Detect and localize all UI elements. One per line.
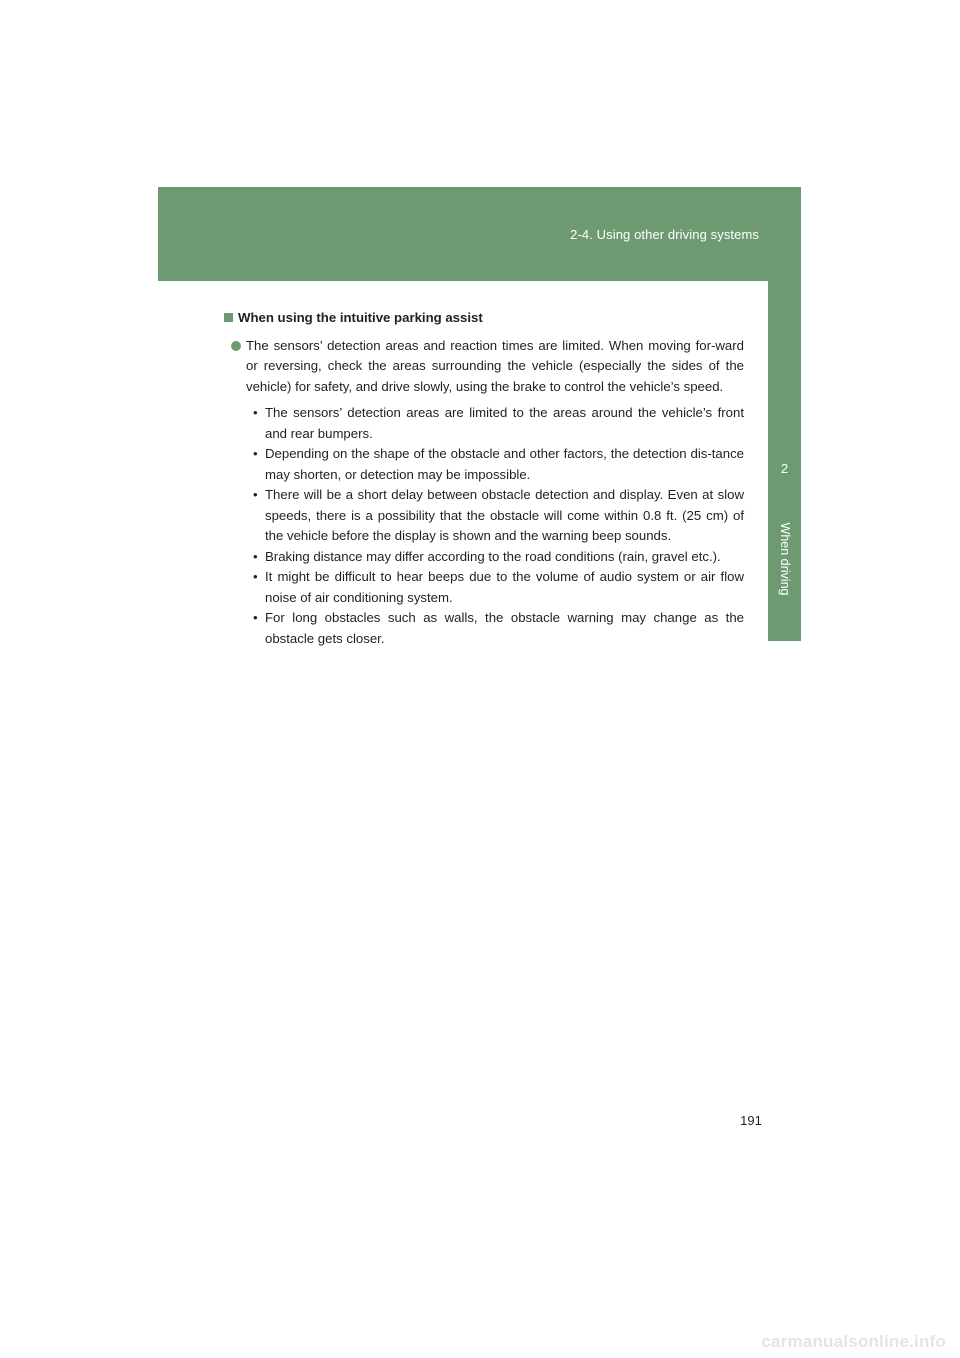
circle-bullet-icon	[231, 341, 241, 351]
list-item-text: The sensors’ detection areas are limited to the areas around the vehicle’s front and rear bumpers.	[265, 405, 744, 441]
section-heading-text: When using the intuitive parking assist	[238, 310, 483, 325]
caution-bullet-text: The sensors’ detection areas and reaction times are limited. When moving for-ward or reversing, check the areas surrounding the vehicle (especially the sides of the vehicle) for safety, and drive slowly, using the brake to control the vehicle’s speed.	[246, 337, 744, 394]
page-number: 191	[740, 1113, 762, 1128]
square-bullet-icon	[224, 313, 233, 322]
list-item-text: For long obstacles such as walls, the obstacle warning may change as the obstacle gets closer.	[265, 610, 744, 646]
chapter-label: When driving	[777, 522, 792, 596]
list-item	[222, 567, 744, 608]
list-item	[222, 444, 744, 485]
chapter-number: 2	[780, 461, 789, 476]
list-item-text: It might be difficult to hear beeps due to the volume of audio system or air flow noise of air conditioning system.	[265, 569, 744, 605]
watermark[interactable]: carmanualsonline.info	[761, 1332, 946, 1351]
list-item-text: There will be a short delay between obstacle detection and display. Even at slow speeds, there is a possibility that the obstacle will come within 0.8 ft. (25 cm) of the vehicle before the display is shown and the warning beep sounds.	[265, 487, 744, 543]
main-content	[222, 308, 744, 649]
dot-marker-icon: •	[253, 405, 258, 420]
caution-bullet	[222, 336, 744, 398]
list-item-text: Depending on the shape of the obstacle and other factors, the detection dis-tance may shorten, or detection may be impossible.	[265, 446, 744, 482]
dot-marker-icon: •	[253, 569, 258, 584]
section-title: 2-4. Using other driving systems	[570, 227, 759, 242]
dot-marker-icon: •	[253, 610, 258, 625]
sub-item-list	[222, 403, 744, 649]
section-heading	[224, 308, 744, 329]
list-item	[222, 608, 744, 649]
header-bar	[158, 187, 801, 281]
list-item	[222, 485, 744, 547]
dot-marker-icon: •	[253, 446, 258, 461]
list-item	[222, 547, 744, 568]
list-item-text: Braking distance may differ according to the road conditions (rain, gravel etc.).	[265, 548, 721, 564]
dot-marker-icon: •	[253, 548, 258, 564]
list-item	[222, 403, 744, 444]
chapter-side-tab	[768, 281, 801, 641]
chapter-label-wrap	[768, 513, 801, 605]
dot-marker-icon: •	[253, 487, 258, 502]
